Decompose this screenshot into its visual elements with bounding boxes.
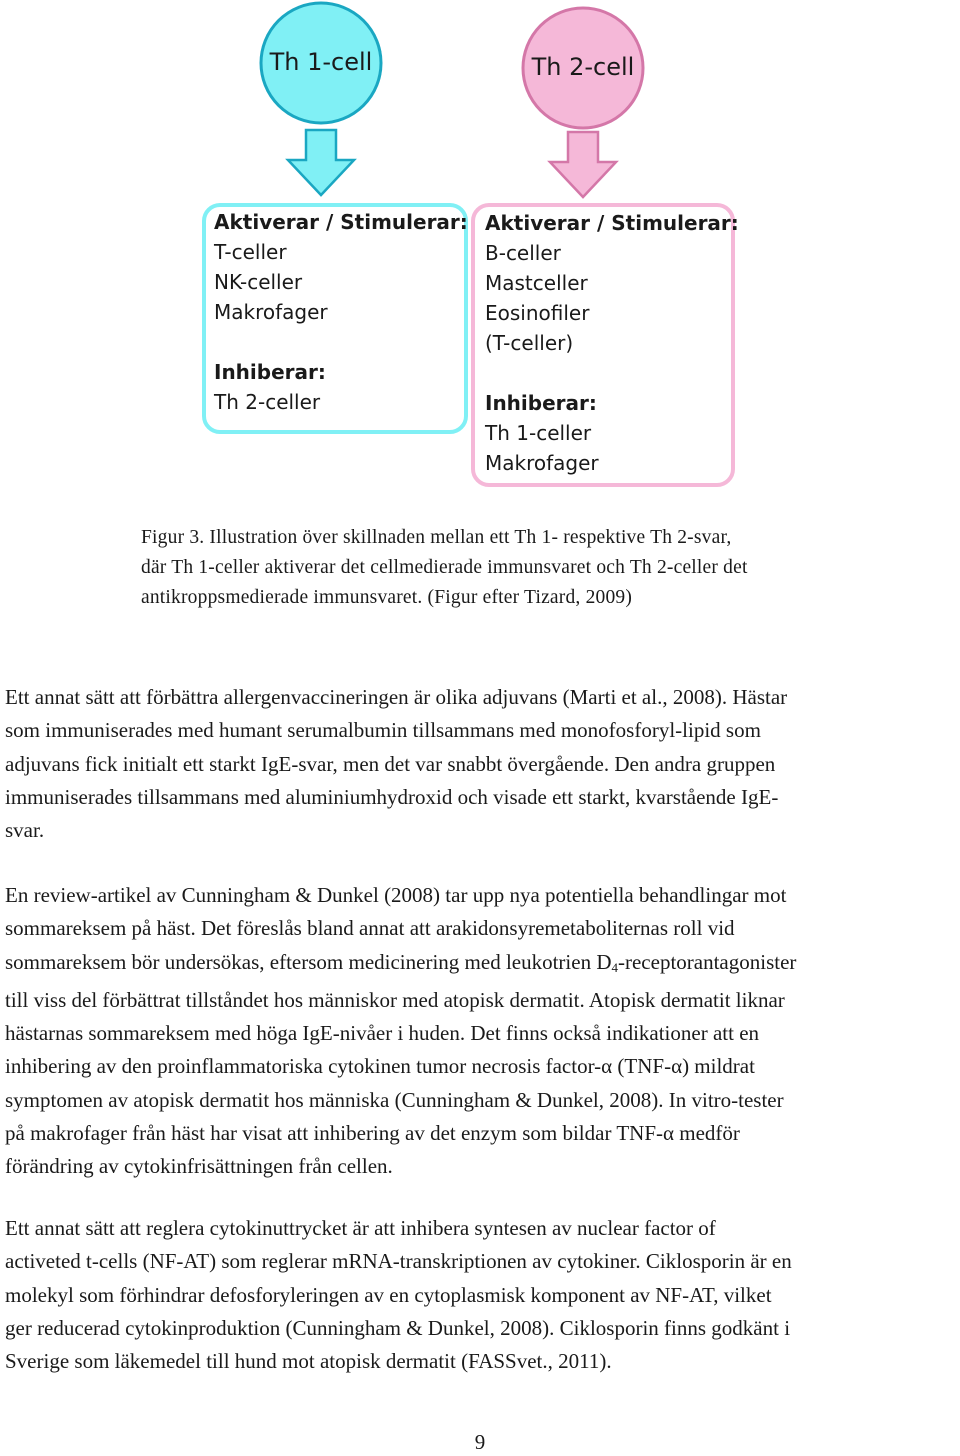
paragraph-line: hästarnas sommareksem med höga IgE-nivåer i huden. Det finns också indikationer att en [5,1021,760,1046]
paragraph-line: adjuvans fick initialt ett starkt IgE-svar, men det var snabbt övergående. Den andra gruppen [5,751,776,776]
paragraph-line: activeted t-cells (NF-AT) som reglerar mRNA-transkriptionen av cytokiner. Ciklosporin är en [5,1249,792,1274]
th-diagram [0,0,960,495]
caption-line: antikroppsmedierade immunsvaret. (Figur efter Tizard, 2009) [141,587,633,608]
subscript-four: 4 [611,959,618,975]
th1-activates-item: NK-celler [214,270,303,294]
paragraph-line: sommareksem på häst. Det föreslås bland annat att arakidonsyremetaboliternas roll vid [5,916,735,941]
th2-effects-text [485,208,739,478]
caption-line: Figur 3. Illustration över skillnaden mellan ett Th 1- respektive Th 2-svar, [141,527,732,548]
th-diagram-graphics [0,0,960,495]
page-number: 9 [474,1430,486,1454]
th2-down-arrow-icon [550,132,616,197]
th1-effects-text [214,207,468,417]
caption-line: där Th 1-celler aktiverar det cellmedierade immunsvaret och Th 2-celler det [141,557,748,578]
paragraph-line: immuniserades tillsammans med aluminiumhydroxid och visade ett starkt, kvarstående IgE- [5,784,779,809]
paragraph-line: ger reducerad cytokinproduktion (Cunningham & Dunkel, 2008). Ciklosporin finns godkänt i [5,1315,791,1340]
paragraph-ciklosporin [5,1212,957,1378]
paragraph-text: sommareksem bör undersökas, eftersom medicinering med leukotrien D [5,949,612,974]
th2-activates-header: Aktiverar / Stimulerar: [485,211,739,235]
th1-activates-item: Makrofager [214,300,328,324]
th2-activates-item: B-celler [485,241,561,265]
th2-inhibits-item: Th 1-celler [485,421,592,445]
paragraph-review [5,879,957,1184]
th1-activates-item: T-celler [214,240,287,264]
th1-down-arrow-icon [288,130,354,195]
paragraph-line: molekyl som förhindrar defosforyleringen av en cytoplasmisk komponent av NF-AT, vilket [5,1282,772,1307]
paragraph-line: svar. [5,818,45,843]
th2-circle-label: Th 2-cell [531,53,635,81]
th2-activates-item: Eosinofiler [485,301,590,325]
th1-activates-header: Aktiverar / Stimulerar: [214,210,468,234]
th1-circle-label: Th 1-cell [269,48,373,76]
paragraph-line: till viss del förbättrat tillståndet hos människor med atopisk dermatit. Atopisk dermatit liknar [5,987,785,1012]
th2-activates-item: (T-celler) [485,331,574,355]
th2-inhibits-header: Inhiberar: [485,391,597,415]
paragraph-line: inhibering av den proinflammatoriska cytokinen tumor necrosis factor-α (TNF-α) mildrat [5,1054,755,1079]
paragraph-line: symptomen av atopisk dermatit hos människa (Cunningham & Dunkel, 2008). In vitro-tester [5,1087,784,1112]
th2-inhibits-item: Makrofager [485,451,599,475]
paragraph-line: på makrofager från häst har visat att inhibering av det enzym som bildar TNF-α medför [5,1121,740,1146]
paragraph-line: En review-artikel av Cunningham & Dunkel (2008) tar upp nya potentiella behandlingar mot [5,883,787,907]
th1-inhibits-header: Inhiberar: [214,360,326,384]
paragraph-line: förändring av cytokinfrisättningen från cellen. [5,1154,393,1179]
paragraph-line: Ett annat sätt att förbättra allergenvaccineringen är olika adjuvans (Marti et al., 2008). Hästar [5,685,788,709]
figure-caption [141,523,861,613]
th2-activates-item: Mastceller [485,271,588,295]
paragraph-adjuvans [5,681,957,847]
paragraph-line [5,946,957,984]
paragraph-line: Ett annat sätt att reglera cytokinuttrycket är att inhibera syntesen av nuclear factor of [5,1216,716,1240]
paragraph-text: -receptorantagonister [618,949,797,974]
paragraph-line: som immuniserades med humant serumalbumin tillsammans med monofosforyl-lipid som [5,718,761,743]
paragraph-line: Sverige som läkemedel till hund mot atopisk dermatit (FASSvet., 2011). [5,1349,612,1374]
th1-inhibits-item: Th 2-celler [214,390,321,414]
